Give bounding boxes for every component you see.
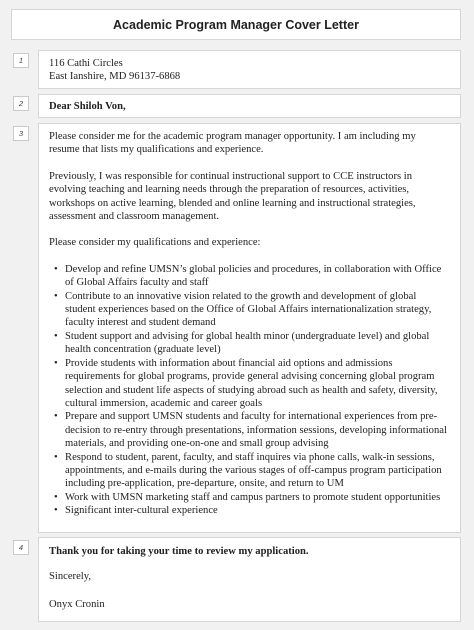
list-item: • Significant inter-cultural experience: [49, 504, 448, 517]
body-paragraph: Please consider my qualifications and experience:: [49, 237, 261, 249]
section-number-badge: 3: [13, 126, 29, 141]
list-item: • Student support and advising for global health minor (undergraduate level) and global health concentration (graduate level): [49, 330, 448, 357]
list-item: • Work with UMSN marketing staff and campus partners to promote student opportunities: [49, 491, 448, 504]
signer-name: Onyx Cronin: [49, 598, 105, 610]
address-line-2: East Ianshire, MD 96137-6868: [49, 71, 181, 83]
list-item: • Develop and refine UMSN’s global policies and procedures, in collaboration with Office of Global Affairs faculty and staff: [49, 263, 448, 290]
section-number-badge: 1: [13, 53, 29, 68]
list-item: • Respond to student, parent, faculty, and staff inquires via phone calls, walk-in sessions, appointments, and e-mails during the various stages of off-campus program participation including pre-application, pre-departure, onsite, and return to UM: [49, 451, 448, 491]
body-block[interactable]: [38, 123, 461, 533]
section-number-badge: 4: [13, 540, 29, 555]
salutation-text: Dear Shiloh Von,: [49, 101, 126, 112]
list-item: • Provide students with information about financial aid options and admissions requirements for global programs, provide general advising concerning global program selection and student life aspects of studying abroad such as health and safety, diversity, cultural immersion, academic and career goals: [49, 357, 448, 411]
closing-block[interactable]: [38, 537, 461, 622]
closing-thanks: Thank you for taking your time to review my application.: [49, 546, 309, 557]
section-number-badge: 2: [13, 96, 29, 111]
address-line-1: 116 Cathi Circles: [49, 58, 123, 69]
body-paragraph: Please consider me for the academic program manager opportunity. I am including my resume that lists my qualifications and experience.: [49, 131, 416, 156]
qualifications-list: [49, 263, 448, 518]
document-title: Academic Program Manager Cover Letter: [11, 9, 461, 40]
closing-signoff: Sincerely,: [49, 571, 91, 583]
salutation-block[interactable]: [38, 94, 461, 118]
body-paragraph: Previously, I was responsible for continual instructional support to CCE instructors in evolving teaching and learning needs through the preparation of resources, activities, workshops on active learning, blended and online learning and instructional strategies, assessment and classroom management.: [49, 170, 416, 223]
list-item: • Prepare and support UMSN students and faculty for international experiences from pre-decision to re-entry through presentations, information sessions, developing informational materials, and providing one-on-one and small group advising: [49, 410, 448, 450]
list-item: • Contribute to an innovative vision related to the growth and development of global student experiences based on the Office of Global Affairs internationalization strategy, faculty interest and student demand: [49, 290, 448, 330]
address-block[interactable]: [38, 50, 461, 89]
